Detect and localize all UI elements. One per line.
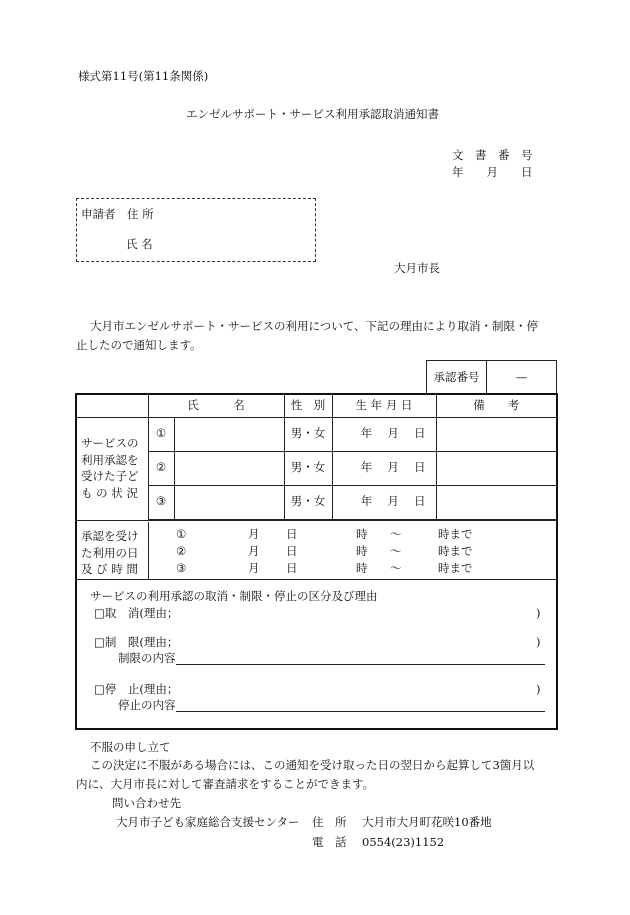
children-header-row xyxy=(77,395,556,417)
reasons-heading: サービスの利用承認の取消・制限・停止の区分及び理由 xyxy=(90,589,378,603)
approval-number-value: — xyxy=(487,361,557,395)
child-number: ① xyxy=(148,417,174,451)
document-number-label: 文 書 番 号 xyxy=(452,148,533,162)
usage-row-label: 承認を受け た利用の日 及 び 時 間 xyxy=(81,529,139,577)
suspend-detail-label: 停止の内容 xyxy=(118,698,176,712)
contact-address-label: 住 所 xyxy=(312,815,347,829)
contact-address: 大月市大月町花咲10番地 xyxy=(362,815,492,829)
children-row-label: サービスの 利用承認を 受けた子ど も の 状 況 xyxy=(77,417,148,519)
contact-tel: 0554(23)1152 xyxy=(362,835,445,849)
child-number: ② xyxy=(148,451,174,485)
table-row xyxy=(77,417,556,451)
restrict-detail-label: 制限の内容 xyxy=(118,651,176,665)
child-sex: 男・女 xyxy=(284,485,332,519)
child-notes-cell[interactable] xyxy=(436,451,556,485)
contact-heading: 問い合わせ先 xyxy=(112,796,181,810)
suspend-detail-field[interactable] xyxy=(176,698,545,712)
issuer: 大月市長 xyxy=(394,261,440,275)
approval-number-label: 承認番号 xyxy=(427,361,487,395)
appeal-line-1: この決定に不服がある場合には、この通知を受け取った日の翌日から起算して3箇月以 xyxy=(90,758,535,772)
suspend-close-paren: ) xyxy=(536,682,541,696)
column-sex: 性 別 xyxy=(284,395,332,417)
child-birth: 年 月 日 xyxy=(332,451,436,485)
child-notes-cell[interactable] xyxy=(436,485,556,519)
table-row xyxy=(77,485,556,519)
column-name: 氏 名 xyxy=(148,395,284,417)
date-label: 年 月 日 xyxy=(452,165,533,179)
applicant-address-label: 申請者 住 所 xyxy=(81,207,154,221)
child-number: ③ xyxy=(148,485,174,519)
applicant-name-label: 氏 名 xyxy=(126,237,153,251)
contact-tel-label: 電 話 xyxy=(312,835,347,849)
column-notes: 備 考 xyxy=(473,397,520,412)
child-sex: 男・女 xyxy=(284,417,332,451)
child-name-cell[interactable] xyxy=(174,451,284,485)
child-sex: 男・女 xyxy=(284,451,332,485)
child-name-cell[interactable] xyxy=(174,485,284,519)
contact-office: 大月市子ども家庭総合支援センター xyxy=(116,815,300,829)
section-divider xyxy=(77,579,556,580)
appeal-heading: 不服の申し立て xyxy=(90,740,171,754)
usage-column-divider xyxy=(148,522,149,579)
column-birth: 生 年 月 日 xyxy=(332,395,436,417)
child-name-cell[interactable] xyxy=(174,417,284,451)
children-table xyxy=(77,395,556,520)
restrict-close-paren: ) xyxy=(536,635,541,649)
form-number: 様式第11号(第11条関係) xyxy=(78,69,209,83)
suspend-checkbox[interactable]: □停 止(理由； xyxy=(94,682,179,696)
appeal-line-2: 内に、大月市長に対して審査請求をすることができます。 xyxy=(76,777,375,791)
child-birth: 年 月 日 xyxy=(332,485,436,519)
restrict-detail-field[interactable] xyxy=(176,651,545,665)
table-row xyxy=(77,451,556,485)
child-notes-cell[interactable] xyxy=(436,417,556,451)
approval-number-box xyxy=(426,360,557,394)
document-title: エンゼルサポート・サービス利用承認取消通知書 xyxy=(186,107,439,121)
intro-line-1: 大月市エンゼルサポート・サービスの利用について、下記の理由により取消・制限・停 xyxy=(90,319,539,333)
intro-line-2: 止したので通知します。 xyxy=(76,338,202,352)
section-divider xyxy=(77,520,556,521)
child-birth: 年 月 日 xyxy=(332,417,436,451)
cancel-checkbox[interactable]: □取 消(理由； xyxy=(94,606,179,620)
cancel-close-paren: ) xyxy=(536,606,541,620)
restrict-checkbox[interactable]: □制 限(理由； xyxy=(94,635,179,649)
